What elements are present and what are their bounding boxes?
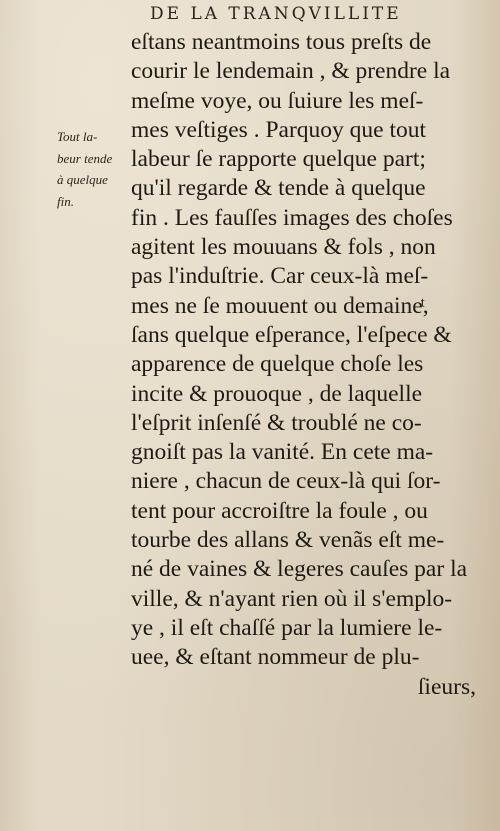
text-line: ſans quelque eſperance, l'eſpece & (131, 321, 452, 348)
text-line: incite & prouoque , de laquelle (131, 380, 423, 407)
text-line: ville, & n'ayant rien où il s'emplo- (131, 585, 453, 612)
text-line: fin . Les fauſſes images des choſes (131, 204, 453, 231)
text-line: pas l'induſtrie. Car ceux-là meſ- (131, 263, 429, 290)
text-line: qu'il regarde & tende à quelque (131, 175, 426, 202)
text-line: mes veſtiges . Parquoy que tout (131, 116, 427, 143)
text-line: courir le lendemain , & prendre la (131, 58, 451, 85)
body-text (131, 28, 476, 702)
running-head: DE LA TRANQVILLITE (150, 4, 402, 24)
text-line: apparence de quelque choſe les (131, 351, 424, 378)
text-line: uee, & eſtant nommeur de plu- (131, 644, 420, 671)
text-line: ye , il eſt chaſſé par la lumiere le- (131, 614, 443, 641)
text-line: agitent les mouuans & fols , non (131, 234, 436, 261)
marginal-note-line: à quelque (57, 172, 108, 187)
text-line: labeur ſe rapporte quelque part; (131, 146, 426, 173)
marginal-note-line: beur tende (57, 150, 113, 166)
text-line: mes ne ſe mouuent ou demaineͭ, (131, 292, 429, 319)
text-line: l'eſprit inſenſé & troublé ne co- (131, 409, 422, 436)
catchword: ſieurs, (417, 673, 476, 700)
text-line: gnoiſt pas la vanité. En cete ma- (131, 439, 434, 466)
text-line: tourbe des allans & venãs eſt me- (131, 527, 445, 554)
marginal-note (57, 126, 129, 212)
text-line: né de vaines & legeres cauſes par la (131, 556, 468, 583)
marginal-note-line: fin. (57, 193, 74, 209)
text-line: eſtans neantmoins tous preſts de (131, 29, 432, 55)
text-line: tent pour accroiſtre la foule , ou (131, 497, 428, 524)
marginal-note-line: Tout la- (57, 129, 98, 144)
text-line: meſme voye, ou ſuiure les meſ- (131, 87, 424, 114)
text-line: niere , chacun de ceux-là qui ſor- (131, 468, 441, 495)
